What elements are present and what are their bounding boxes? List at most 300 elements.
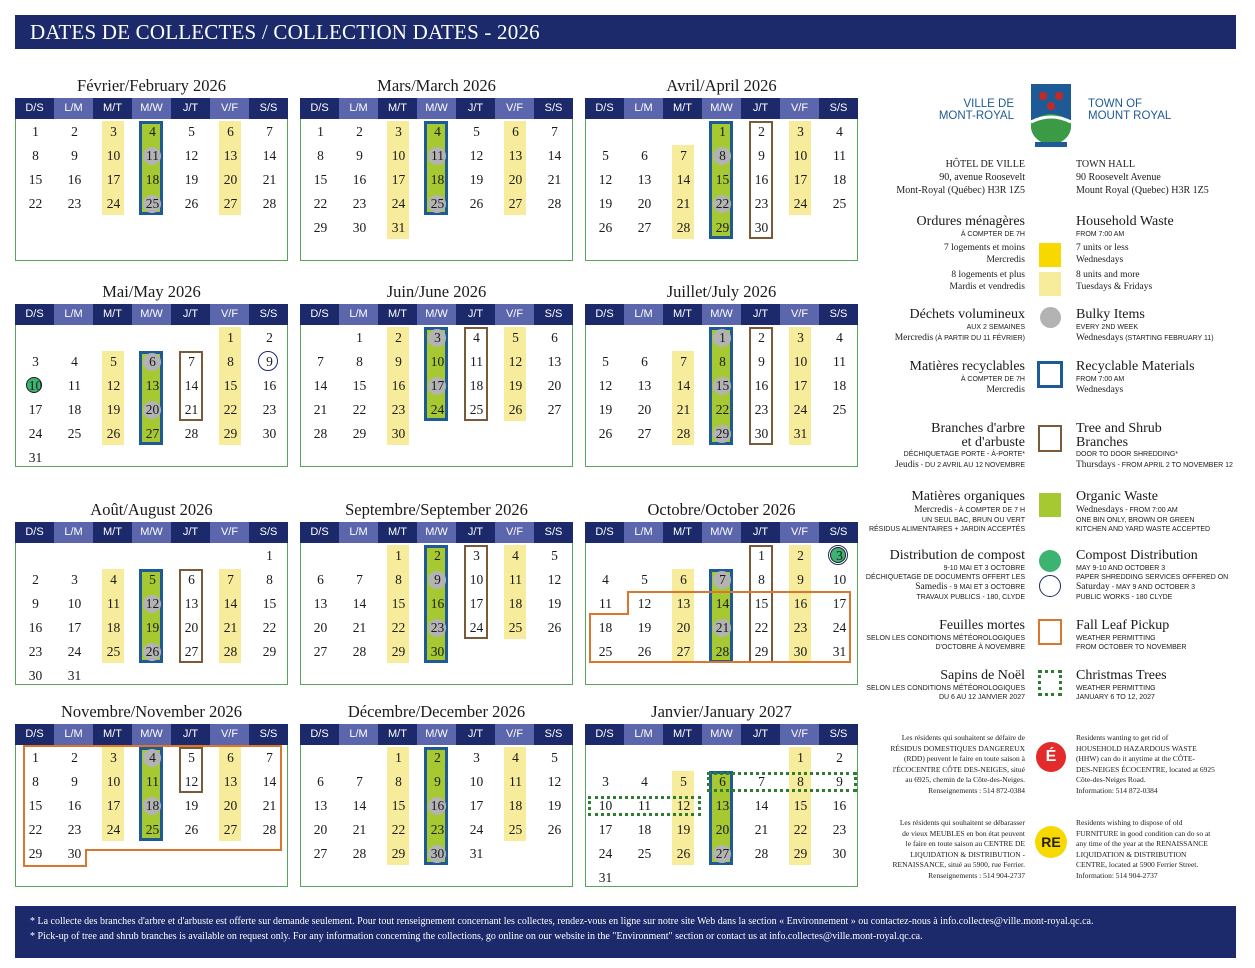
day-header: M/T bbox=[663, 304, 702, 325]
address-fr-name: HÔTEL DE VILLE bbox=[945, 159, 1025, 170]
calendar-day: 21 bbox=[313, 402, 328, 417]
footer-line-fr: * La collecte des branches d'arbre et d'arbuste est offerte sur demande seulement. Pour tout renseignement concernant les collectes, rendez-vous en ligne sur notre site Web dans la section « Environnement » ou contactez-nous à info.collectes@ville.mont-royal.qc.ca. bbox=[30, 916, 1094, 927]
day-header: S/S bbox=[819, 724, 858, 745]
day-header: M/W bbox=[132, 98, 171, 119]
calendar-day: 11 bbox=[68, 378, 81, 393]
calendar-day: 9 bbox=[71, 774, 78, 789]
legend-leaves-en-n1: WEATHER PERMITTING bbox=[1076, 635, 1156, 642]
calendar-day: 6 bbox=[641, 148, 648, 163]
calendar-day: 9 bbox=[32, 596, 39, 611]
day-header: J/T bbox=[741, 98, 780, 119]
day-header: D/S bbox=[15, 98, 54, 119]
gray-dot-icon bbox=[1040, 307, 1061, 328]
calendar-day: 14 bbox=[547, 148, 562, 163]
calendar-day: 12 bbox=[598, 172, 613, 187]
day-header: V/F bbox=[210, 724, 249, 745]
legend-organic-en-n2: KITCHEN AND YARD WASTE ACCEPTED bbox=[1076, 526, 1211, 533]
legend-bulky-fr bbox=[860, 307, 1025, 344]
legend-xmas-fr-title: Sapins de Noël bbox=[940, 668, 1025, 683]
calendar-day: 7 bbox=[551, 124, 558, 139]
calendar-day: 10 bbox=[391, 148, 406, 163]
calendar-day: 3 bbox=[110, 124, 117, 139]
calendar-day: 31 bbox=[28, 450, 43, 465]
legend-furniture-en-line: Residents wishing to dispose of old bbox=[1076, 818, 1183, 827]
calendar-day: 2 bbox=[836, 750, 843, 765]
calendar-day: 24 bbox=[67, 644, 82, 659]
calendar-day: 13 bbox=[637, 172, 652, 187]
calendar-day: 8 bbox=[395, 572, 402, 587]
calendar-day: 27 bbox=[676, 644, 691, 659]
legend-furniture-fr-line: Renseignements : 514 904-2737 bbox=[928, 870, 1025, 880]
calendar-day: 21 bbox=[262, 798, 277, 813]
calendar-day: 12 bbox=[508, 354, 523, 369]
calendar-day: 1 bbox=[395, 750, 402, 765]
calendar-day: 11 bbox=[638, 798, 651, 813]
calendar-day: 5 bbox=[188, 124, 195, 139]
legend-branches-en-note: DOOR TO DOOR SHREDDING* bbox=[1076, 451, 1179, 458]
calendar-day: 21 bbox=[754, 822, 769, 837]
calendar-day: 28 bbox=[313, 426, 328, 441]
calendar-day: 11 bbox=[470, 354, 483, 369]
legend-furniture-en-line: CENTRE, located at 5900 Ferrier Street. bbox=[1076, 860, 1199, 869]
calendar-day: 6 bbox=[719, 774, 726, 789]
calendar-day: 28 bbox=[184, 426, 199, 441]
day-header: V/F bbox=[495, 98, 534, 119]
calendar-day: 27 bbox=[637, 426, 652, 441]
calendar-day: 5 bbox=[473, 124, 480, 139]
calendar-day: 22 bbox=[352, 402, 367, 417]
day-header: M/W bbox=[132, 304, 171, 325]
calendar-day: 12 bbox=[676, 798, 691, 813]
day-header: J/T bbox=[171, 724, 210, 745]
logo-en-line2: MOUNT ROYAL bbox=[1088, 110, 1172, 122]
calendar-day: 28 bbox=[715, 644, 730, 659]
legend-branches-en-day: Thursdays bbox=[1076, 460, 1116, 470]
day-header: M/W bbox=[417, 98, 456, 119]
calendar-day: 17 bbox=[106, 798, 121, 813]
calendar-day: 19 bbox=[184, 172, 199, 187]
month-title: Novembre/November 2026 bbox=[61, 702, 242, 721]
calendar-day: 29 bbox=[391, 846, 406, 861]
calendar-day: 1 bbox=[227, 330, 234, 345]
calendar-day: 15 bbox=[715, 378, 730, 393]
calendar-day: 22 bbox=[715, 196, 730, 211]
calendar-day: 25 bbox=[832, 402, 847, 417]
legend-compost-fr-day: Samedis bbox=[915, 582, 948, 592]
legend-recycling-en bbox=[1076, 359, 1246, 396]
legend-compost-en-day: Saturday bbox=[1076, 582, 1110, 592]
calendar-day: 14 bbox=[676, 378, 691, 393]
calendar-day: 22 bbox=[754, 620, 769, 635]
calendar-day: 18 bbox=[145, 798, 160, 813]
calendar-day: 4 bbox=[149, 124, 156, 139]
green-dot-icon bbox=[1039, 550, 1061, 572]
calendar-day: 12 bbox=[547, 572, 562, 587]
calendar-day: 12 bbox=[469, 148, 484, 163]
calendar-day: 5 bbox=[110, 354, 117, 369]
calendar-day: 17 bbox=[469, 596, 484, 611]
month-calendar bbox=[300, 500, 573, 685]
legend-household-en-b1: 8 units and more bbox=[1076, 270, 1140, 280]
calendar-day: 22 bbox=[715, 402, 730, 417]
legend-organic-fr-day-note: - À COMPTER DE 7 H bbox=[952, 507, 1025, 514]
calendar-day: 13 bbox=[184, 596, 199, 611]
address-en bbox=[1076, 158, 1246, 197]
day-header: D/S bbox=[300, 724, 339, 745]
calendar-day: 15 bbox=[793, 798, 808, 813]
legend-bulky-fr-day: Mercredis bbox=[894, 333, 934, 343]
calendar-day: 15 bbox=[313, 172, 328, 187]
legend-furniture-fr-line: Les résidents qui souhaitent se débarasser bbox=[899, 818, 1025, 827]
calendar-day: 11 bbox=[107, 596, 120, 611]
legend-hhw-en-line: (HHW) can do it anytime at the CÔTE- bbox=[1076, 754, 1195, 763]
calendar-day: 9 bbox=[434, 572, 441, 587]
calendar-day: 19 bbox=[598, 196, 613, 211]
calendar-day: 27 bbox=[508, 196, 523, 211]
calendar-day: 5 bbox=[641, 572, 648, 587]
calendar-day: 12 bbox=[598, 378, 613, 393]
calendar-day: 5 bbox=[188, 750, 195, 765]
calendar-day: 29 bbox=[793, 846, 808, 861]
calendar-day: 17 bbox=[469, 798, 484, 813]
calendar-day: 30 bbox=[430, 846, 445, 861]
legend-branches-fr-day-note: - DU 2 AVRIL AU 12 NOVEMBRE bbox=[918, 462, 1025, 469]
day-header: L/M bbox=[624, 304, 663, 325]
footer-note bbox=[15, 906, 1236, 958]
ecocentre-icon-text: É bbox=[1045, 748, 1057, 765]
day-header: S/S bbox=[249, 98, 288, 119]
day-header: M/T bbox=[378, 304, 417, 325]
calendar-day: 8 bbox=[32, 148, 39, 163]
calendar-day: 22 bbox=[28, 196, 43, 211]
calendar-day: 21 bbox=[676, 196, 691, 211]
day-header: S/S bbox=[819, 522, 858, 543]
legend-recycling-en-title: Recyclable Materials bbox=[1076, 359, 1195, 374]
calendar-day: 13 bbox=[223, 774, 238, 789]
calendar-day: 18 bbox=[637, 822, 652, 837]
calendar-day: 30 bbox=[352, 220, 367, 235]
month-calendar bbox=[300, 282, 573, 467]
calendar-day: 5 bbox=[680, 774, 687, 789]
calendar-day: 14 bbox=[676, 172, 691, 187]
calendar-day: 12 bbox=[106, 378, 121, 393]
day-header: J/T bbox=[456, 724, 495, 745]
calendar-day: 22 bbox=[313, 196, 328, 211]
calendar-day: 19 bbox=[637, 620, 652, 635]
day-header: D/S bbox=[15, 304, 54, 325]
legend-compost-en-title: Compost Distribution bbox=[1076, 548, 1198, 563]
calendar-day: 6 bbox=[551, 330, 558, 345]
calendar-day: 2 bbox=[32, 572, 39, 587]
day-header: D/S bbox=[300, 522, 339, 543]
calendar-day: 16 bbox=[262, 378, 277, 393]
calendar-day: 3 bbox=[473, 548, 480, 563]
calendar-day: 21 bbox=[262, 172, 277, 187]
legend-furniture-fr-line: le faire en toute saison au CENTRE DE bbox=[905, 839, 1025, 848]
calendar-day: 1 bbox=[719, 124, 726, 139]
calendar-day: 2 bbox=[758, 330, 765, 345]
legend-branches-en-day-note: - FROM APRIL 2 TO NOVEMBER 12 bbox=[1115, 462, 1233, 469]
calendar-day: 8 bbox=[719, 354, 726, 369]
calendar-day: 3 bbox=[395, 124, 402, 139]
calendar-day: 31 bbox=[67, 668, 82, 683]
calendar-day: 3 bbox=[797, 330, 804, 345]
day-header: J/T bbox=[741, 724, 780, 745]
calendar-day: 10 bbox=[469, 774, 484, 789]
footer-line-en: * Pick-up of tree and shrub branches is available on request only. For any information concerning the collections, go online on our website in the "Environment" section or contact us at info.collectes@ville.mont-royal.qc.ca. bbox=[30, 931, 923, 942]
calendar-day: 2 bbox=[71, 124, 78, 139]
day-header: S/S bbox=[534, 98, 573, 119]
light-yellow-swatch-icon bbox=[1039, 272, 1061, 296]
logo-text-en bbox=[1088, 98, 1171, 122]
legend-hhw-fr-line: Renseignements : 514 872-0384 bbox=[928, 785, 1025, 795]
calendar-day: 25 bbox=[832, 196, 847, 211]
calendar-day: 30 bbox=[391, 426, 406, 441]
month-title: Février/February 2026 bbox=[77, 76, 226, 95]
calendar-day: 10 bbox=[793, 148, 808, 163]
legend-bulky-fr-note: AUX 2 SEMAINES bbox=[966, 324, 1025, 331]
calendar-day: 15 bbox=[28, 798, 43, 813]
calendar-day: 24 bbox=[430, 402, 445, 417]
calendar-day: 18 bbox=[508, 798, 523, 813]
legend-household-fr-a2: Mercredis bbox=[986, 255, 1025, 265]
calendar-day: 20 bbox=[223, 798, 238, 813]
calendar-day: 23 bbox=[754, 402, 769, 417]
calendar-day: 8 bbox=[317, 148, 324, 163]
calendar-day: 4 bbox=[836, 124, 843, 139]
calendar-day: 2 bbox=[71, 750, 78, 765]
calendar-day: 12 bbox=[184, 148, 199, 163]
day-header: L/M bbox=[339, 304, 378, 325]
calendar-day: 20 bbox=[223, 172, 238, 187]
calendar-day: 1 bbox=[719, 330, 726, 345]
calendar-day: 17 bbox=[793, 378, 808, 393]
calendar-day: 27 bbox=[637, 220, 652, 235]
calendar-day: 4 bbox=[434, 124, 441, 139]
calendar-day: 27 bbox=[223, 822, 238, 837]
legend-leaves-fr-n2: D'OCTOBRE À NOVEMBRE bbox=[935, 644, 1025, 651]
calendar-day: 9 bbox=[434, 774, 441, 789]
logo-fr-line2: MONT-ROYAL bbox=[938, 110, 1014, 122]
day-header: L/M bbox=[54, 724, 93, 745]
legend-leaves-en-title: Fall Leaf Pickup bbox=[1076, 618, 1170, 633]
calendar-day: 31 bbox=[598, 870, 613, 885]
logo-en-line1: TOWN OF bbox=[1088, 98, 1143, 110]
day-header: S/S bbox=[534, 724, 573, 745]
calendar-day: 2 bbox=[266, 330, 273, 345]
legend-furniture-en-line: any time of the year at the RENAISSANCE bbox=[1076, 839, 1208, 848]
calendar-day: 17 bbox=[430, 378, 445, 393]
calendar-day: 19 bbox=[547, 798, 562, 813]
day-header: V/F bbox=[495, 304, 534, 325]
legend-furniture-fr-line: de vieux MEUBLES en bon état peuvent bbox=[902, 828, 1025, 838]
day-header: V/F bbox=[780, 98, 819, 119]
month-title: Octobre/October 2026 bbox=[647, 500, 796, 519]
calendar-day: 17 bbox=[793, 172, 808, 187]
day-header: J/T bbox=[456, 522, 495, 543]
logo-fr-line1: VILLE DE bbox=[963, 98, 1014, 110]
calendar-day: 6 bbox=[149, 354, 156, 369]
day-header: L/M bbox=[339, 98, 378, 119]
calendar-day: 1 bbox=[32, 124, 39, 139]
calendar-day: 10 bbox=[598, 798, 613, 813]
legend-furniture-fr bbox=[855, 818, 1025, 881]
legend-bulky-fr-day-note: (À PARTIR DU 11 FÉVRIER) bbox=[933, 335, 1025, 342]
calendar-day: 18 bbox=[430, 172, 445, 187]
calendar-day: 2 bbox=[356, 124, 363, 139]
day-header: J/T bbox=[741, 522, 780, 543]
calendar-day: 25 bbox=[145, 822, 160, 837]
month-title: Décembre/December 2026 bbox=[347, 702, 526, 721]
month-calendar bbox=[585, 702, 858, 887]
calendar-day: 16 bbox=[430, 596, 445, 611]
calendar-day: 29 bbox=[313, 220, 328, 235]
day-header: M/W bbox=[417, 522, 456, 543]
legend-household-fr bbox=[860, 214, 1025, 293]
calendar-day: 29 bbox=[352, 426, 367, 441]
month-calendar bbox=[585, 76, 858, 261]
calendar-day: 23 bbox=[430, 620, 445, 635]
calendar-day: 24 bbox=[793, 196, 808, 211]
day-header: V/F bbox=[210, 522, 249, 543]
legend-hhw-fr-line: (RDD) peuvent le faire en toute saison à bbox=[904, 754, 1025, 763]
calendar-day: 9 bbox=[395, 354, 402, 369]
legend-recycling-fr-day: Mercredis bbox=[986, 385, 1025, 395]
month-title: Janvier/January 2027 bbox=[651, 702, 792, 721]
calendar-day: 21 bbox=[184, 402, 199, 417]
day-header: S/S bbox=[534, 304, 573, 325]
legend-household-en bbox=[1076, 214, 1246, 293]
address-fr-city: Mont-Royal (Québec) H3R 1Z5 bbox=[896, 185, 1025, 196]
calendar-day: 6 bbox=[227, 750, 234, 765]
calendar-day: 27 bbox=[715, 846, 730, 861]
day-header: V/F bbox=[210, 98, 249, 119]
legend-hhw-en-line: HOUSEHOLD HAZARDOUS WASTE bbox=[1076, 743, 1197, 753]
calendar-day: 17 bbox=[832, 596, 847, 611]
calendar-day: 28 bbox=[547, 196, 562, 211]
calendar-day: 7 bbox=[317, 354, 324, 369]
calendar-day: 27 bbox=[313, 644, 328, 659]
day-header: J/T bbox=[171, 522, 210, 543]
calendar-day: 10 bbox=[832, 572, 847, 587]
month-calendar bbox=[300, 76, 573, 261]
calendar-day: 19 bbox=[145, 620, 160, 635]
legend-compost-fr-title: Distribution de compost bbox=[889, 548, 1025, 563]
calendar-day: 6 bbox=[188, 572, 195, 587]
calendar-day: 29 bbox=[262, 644, 277, 659]
calendar-day: 1 bbox=[266, 548, 273, 563]
calendar-day: 12 bbox=[637, 596, 652, 611]
calendar-day: 4 bbox=[836, 330, 843, 345]
calendar-day: 23 bbox=[793, 620, 808, 635]
calendar-day: 30 bbox=[28, 668, 43, 683]
calendar-day: 6 bbox=[641, 354, 648, 369]
calendar-day: 12 bbox=[145, 596, 160, 611]
legend-organic-en-title: Organic Waste bbox=[1076, 489, 1158, 504]
day-header: M/T bbox=[378, 724, 417, 745]
legend-branches-fr-title2: et d'arbuste bbox=[961, 435, 1025, 450]
legend-leaves-en-n2: FROM OCTOBER TO NOVEMBER bbox=[1076, 644, 1187, 651]
page-title: DATES DE COLLECTES / COLLECTION DATES - 2026 bbox=[30, 20, 540, 44]
day-header: M/W bbox=[702, 304, 741, 325]
calendar-day: 23 bbox=[391, 402, 406, 417]
calendar-day: 10 bbox=[28, 378, 43, 393]
calendar-day: 19 bbox=[547, 596, 562, 611]
legend-branches-fr bbox=[860, 422, 1025, 471]
calendar-day: 8 bbox=[266, 572, 273, 587]
calendar-day: 2 bbox=[434, 750, 441, 765]
calendar-day: 24 bbox=[106, 822, 121, 837]
calendar-day: 29 bbox=[754, 644, 769, 659]
calendar-day: 21 bbox=[223, 620, 238, 635]
legend-branches-fr-title1: Branches d'arbre bbox=[931, 421, 1025, 436]
day-header: V/F bbox=[495, 522, 534, 543]
calendar-day: 19 bbox=[598, 402, 613, 417]
calendar-day: 13 bbox=[637, 378, 652, 393]
calendar-day: 31 bbox=[793, 426, 808, 441]
calendar-day: 7 bbox=[188, 354, 195, 369]
calendar-day: 3 bbox=[32, 354, 39, 369]
calendar-day: 21 bbox=[352, 822, 367, 837]
calendar-day: 23 bbox=[832, 822, 847, 837]
calendar-day: 12 bbox=[547, 774, 562, 789]
calendar-day: 20 bbox=[145, 402, 160, 417]
calendar-day: 28 bbox=[262, 196, 277, 211]
day-header: L/M bbox=[624, 724, 663, 745]
calendar-day: 7 bbox=[758, 774, 765, 789]
calendar-day: 21 bbox=[676, 402, 691, 417]
calendar-day: 16 bbox=[28, 620, 43, 635]
legend-organic-fr-day: Mercredis bbox=[914, 505, 953, 515]
calendar-day: 4 bbox=[71, 354, 78, 369]
legend-organic-en bbox=[1076, 489, 1246, 534]
calendar-day: 19 bbox=[469, 172, 484, 187]
calendar-day: 2 bbox=[797, 548, 804, 563]
calendar-day: 28 bbox=[754, 846, 769, 861]
calendar-day: 26 bbox=[547, 822, 562, 837]
legend-hhw-en bbox=[1076, 733, 1246, 796]
legend-household-en-title: Household Waste bbox=[1076, 214, 1174, 229]
calendar-day: 30 bbox=[430, 644, 445, 659]
calendar-day: 1 bbox=[356, 330, 363, 345]
calendar-day: 28 bbox=[352, 644, 367, 659]
dotted-box-icon bbox=[1038, 670, 1062, 696]
legend-furniture-en-line: FURNITURE in good condition can do so at bbox=[1076, 828, 1211, 838]
calendar-day: 19 bbox=[106, 402, 121, 417]
calendar-day: 24 bbox=[469, 822, 484, 837]
calendar-day: 16 bbox=[67, 798, 82, 813]
calendar-day: 22 bbox=[28, 822, 43, 837]
legend-household-en-a2: Wednesdays bbox=[1076, 255, 1124, 265]
calendar-day: 29 bbox=[715, 426, 730, 441]
calendar-day: 29 bbox=[223, 426, 238, 441]
calendar-day: 25 bbox=[430, 196, 445, 211]
calendar-day: 6 bbox=[317, 774, 324, 789]
legend-compost-fr bbox=[855, 548, 1025, 602]
calendar-day: 4 bbox=[149, 750, 156, 765]
calendar-day: 14 bbox=[352, 596, 367, 611]
legend-furniture-fr-line: RENAISSANCE, situé au 5900, rue Ferrier. bbox=[892, 860, 1025, 869]
calendar-day: 20 bbox=[313, 822, 328, 837]
legend-organic-en-n1: ONE BIN ONLY, BROWN OR GREEN bbox=[1076, 517, 1195, 524]
legend-xmas-en bbox=[1076, 668, 1246, 702]
calendar-day: 20 bbox=[313, 620, 328, 635]
calendar-day: 19 bbox=[676, 822, 691, 837]
calendar-day: 7 bbox=[680, 148, 687, 163]
calendar-day: 30 bbox=[754, 220, 769, 235]
legend-bulky-en-title: Bulky Items bbox=[1076, 307, 1145, 322]
legend-xmas-en-n1: WEATHER PERMITTING bbox=[1076, 685, 1156, 692]
